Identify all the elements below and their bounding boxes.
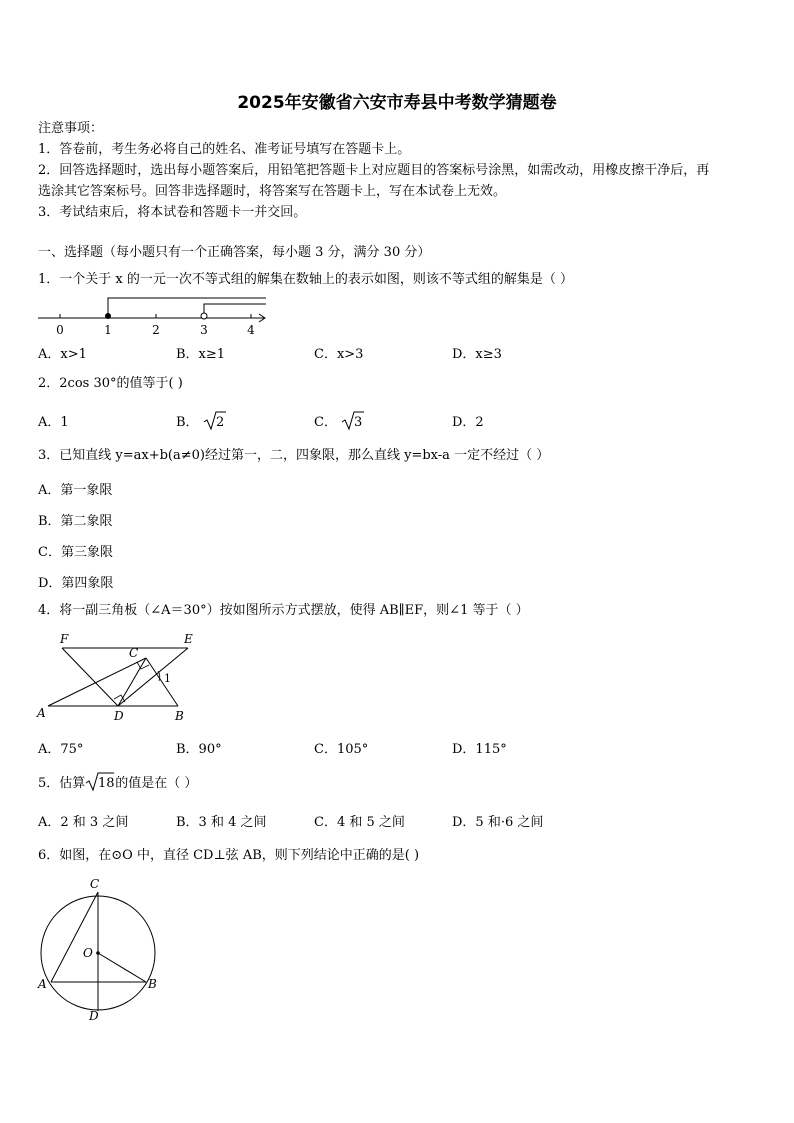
option-c: C．4 和 5 之间 <box>314 815 405 830</box>
label-b: B <box>148 977 157 991</box>
label-d: D <box>89 1009 99 1023</box>
option-d: D．第四象限 <box>38 576 114 591</box>
label-a: A <box>38 977 47 991</box>
notice-item: 1．答卷前，考生务必将自己的姓名、准考证号填写在答题卡上。 <box>38 142 411 157</box>
option-d: D．x≥3 <box>452 347 502 362</box>
option-d: D．2 <box>452 415 484 430</box>
question-1-stem: 1．一个关于 x 的一元一次不等式组的解集在数轴上的表示如图，则该不等式组的解集是（ ） <box>38 272 574 287</box>
question-6-stem: 6．如图，在⊙O 中，直径 CD⊥弦 AB，则下列结论中正确的是( ) <box>38 848 420 863</box>
option-a: A．75° <box>38 742 84 757</box>
option-b: B． 2 <box>176 411 227 431</box>
tick-label: 3 <box>200 323 208 337</box>
svg-text:3: 3 <box>354 415 363 430</box>
label-e: E <box>184 632 193 646</box>
tick-label: 4 <box>247 323 255 337</box>
number-line-figure <box>34 294 274 340</box>
sqrt-symbol <box>203 411 227 431</box>
option-b: B．90° <box>176 742 222 757</box>
label-c: C <box>90 877 100 891</box>
option-d: D．5 和·6 之间 <box>452 815 544 830</box>
triangle-figure <box>30 628 210 728</box>
tick-label: 1 <box>104 323 112 337</box>
option-a: A．2 和 3 之间 <box>38 815 129 830</box>
option-c: C．105° <box>314 742 369 757</box>
option-b: B．3 和 4 之间 <box>176 815 267 830</box>
label-o: O <box>83 946 93 960</box>
sqrt-symbol <box>85 772 115 792</box>
question-2-stem: 2．2cos 30°的值等于( ) <box>38 376 183 391</box>
option-c: C． 3 <box>314 411 365 431</box>
label-angle-1: 1 <box>164 672 171 685</box>
svg-text:2: 2 <box>215 415 224 430</box>
option-a: A．1 <box>38 415 69 430</box>
tick-label: 0 <box>56 323 64 337</box>
page-title: 2025年安徽省六安市寿县中考数学猜题卷 <box>237 93 557 113</box>
svg-text:18: 18 <box>98 776 115 791</box>
option-d: D．115° <box>452 742 507 757</box>
question-3-stem: 3．已知直线 y=ax+b(a≠0)经过第一，二，四象限，那么直线 y=bx-a 一定不经过（ ） <box>38 448 550 463</box>
notice-item: 3．考试结束后，将本试卷和答题卡一并交回。 <box>38 205 307 220</box>
option-b: B．第二象限 <box>38 514 113 529</box>
label-a: A <box>37 706 46 720</box>
notice-item: 选涂其它答案标号。回答非选择题时，将答案写在答题卡上，写在本试卷上无效。 <box>38 184 507 199</box>
option-c: C．第三象限 <box>38 545 113 560</box>
label-d: D <box>114 709 124 723</box>
sqrt-symbol <box>341 411 365 431</box>
notice-heading: 注意事项： <box>38 121 104 136</box>
option-c: C．x>3 <box>314 347 364 362</box>
question-4-stem: 4．将一副三角板（∠A＝30°）按如图所示方式摆放，使得 AB∥EF，则∠1 等于（ ） <box>38 603 529 618</box>
notice-item: 2．回答选择题时，选出每小题答案后，用铅笔把答题卡上对应题目的答案标号涂黑，如需改动，用橡皮擦干净后，再 <box>38 163 710 178</box>
section-heading: 一、选择题（每小题只有一个正确答案，每小题 3 分，满分 30 分） <box>38 245 431 260</box>
option-b: B．x≥1 <box>176 347 226 362</box>
question-5-stem: 5．估算 18 的值是在（ ） <box>38 772 197 793</box>
label-b: B <box>175 709 184 723</box>
option-a: A．x>1 <box>38 347 87 362</box>
circle-figure <box>30 874 170 1024</box>
label-f: F <box>60 632 69 646</box>
tick-label: 2 <box>152 323 160 337</box>
label-c: C <box>129 646 139 660</box>
option-a: A．第一象限 <box>38 483 113 498</box>
